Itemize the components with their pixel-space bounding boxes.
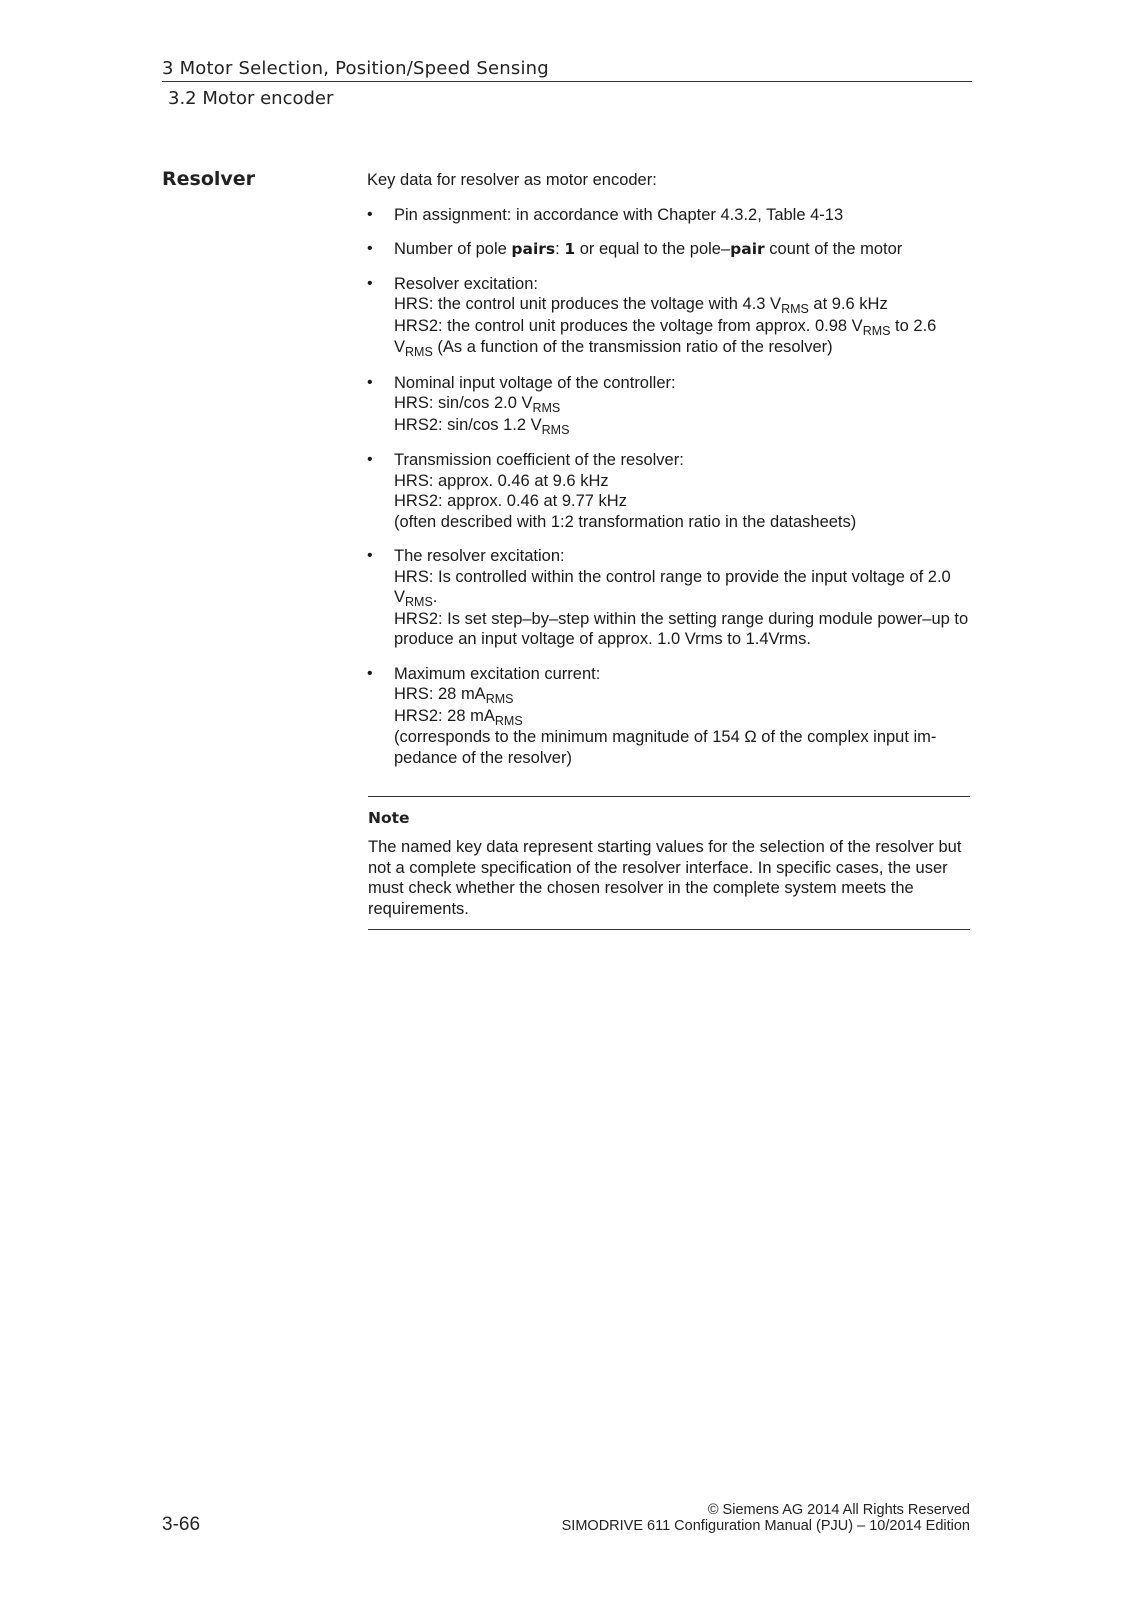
transmission-line-hrs: HRS: approx. 0.46 at 9.6 kHz xyxy=(394,471,609,490)
list-item-transmission-coefficient xyxy=(367,450,973,532)
section-header: 3.2 Motor encoder xyxy=(168,88,334,109)
pole-text-g: count of the motor xyxy=(764,240,903,258)
nominal-line-hrs2 xyxy=(394,415,973,437)
excitation-hrs-text-b: at 9.6 kHz xyxy=(808,295,888,313)
excitation-hrs2-sub: RMS xyxy=(862,323,891,338)
excitation2-v-sub: RMS xyxy=(405,595,433,609)
excitation-line-hrs2 xyxy=(394,316,973,338)
note-box xyxy=(368,796,970,930)
copyright-text: © Siemens AG 2014 All Rights Reserved xyxy=(707,1502,970,1518)
bullet-icon: • xyxy=(367,451,373,468)
key-data-list xyxy=(367,205,973,769)
excitation-hrs-sub: RMS xyxy=(781,302,809,316)
current-hrs2-text: HRS2: 28 mA xyxy=(394,706,495,725)
bullet-icon: • xyxy=(367,547,373,564)
list-item-pole-pairs xyxy=(367,239,973,260)
list-item-excitation-control xyxy=(367,546,973,650)
excitation-l3-text-b: (As a function of the transmission ratio of the resolver) xyxy=(432,338,833,356)
excitation-hrs-text: HRS: the control unit produces the voltage with 4.3 V xyxy=(394,295,782,313)
chapter-header: 3 Motor Selection, Position/Speed Sensing xyxy=(162,58,972,82)
transmission-line-hrs2: HRS2: approx. 0.46 at 9.77 kHz xyxy=(394,492,627,510)
excitation2-title: The resolver excitation: xyxy=(394,547,565,565)
list-item-pin-assignment xyxy=(367,205,973,226)
excitation2-v-period: . xyxy=(432,588,438,606)
nominal-title: Nominal input voltage of the controller: xyxy=(394,373,676,392)
list-item-max-current xyxy=(367,664,973,769)
pole-text-e: or equal to the pole– xyxy=(575,240,731,258)
transmission-line-note: (often described with 1:2 transformation ratio in the datasheets) xyxy=(394,512,857,531)
excitation-hrs2-text: HRS2: the control unit produces the voltage from approx. 0.98 V xyxy=(394,316,863,335)
current-line-hrs2 xyxy=(394,706,973,728)
note-text: The named key data represent starting values for the selection of the resolver but not a complete specification of the resolver interface. In specific cases, the user must check whether the chosen resolver in the complete system meets the requirements. xyxy=(368,838,962,918)
bullet-icon: • xyxy=(367,373,373,391)
pole-text-bold-pair: pair xyxy=(730,240,765,258)
side-label: Resolver xyxy=(162,168,256,190)
main-content xyxy=(367,170,973,782)
nominal-hrs2-text: HRS2: sin/cos 1.2 V xyxy=(394,415,542,434)
list-item-nominal-voltage xyxy=(367,373,973,437)
pin-assignment-text: Pin assignment: in accordance with Chapter 4.3.2, Table 4-13 xyxy=(394,205,844,224)
note-title: Note xyxy=(368,809,410,827)
current-line-note: (corresponds to the minimum magnitude of 154 Ω of the complex input im-pedance of the resolver) xyxy=(394,728,937,767)
excitation-line-3 xyxy=(394,337,973,359)
excitation-l3-text: V xyxy=(394,338,406,356)
excitation2-line-hrs2: HRS2: Is set step–by–step within the setting range during module power–up to produce an input voltage of approx. 1.0 Vrms to 1.4Vrms. xyxy=(394,609,969,648)
nominal-hrs2-sub: RMS xyxy=(541,422,570,437)
excitation2-v-text: V xyxy=(394,588,406,606)
excitation-line-hrs xyxy=(394,294,973,316)
current-title: Maximum excitation current: xyxy=(394,664,601,683)
nominal-hrs-sub: RMS xyxy=(532,401,561,415)
excitation-title: Resolver excitation: xyxy=(394,274,538,293)
nominal-hrs-text: HRS: sin/cos 2.0 V xyxy=(394,394,533,412)
bullet-icon: • xyxy=(367,664,373,682)
page-number: 3-66 xyxy=(162,1514,201,1535)
excitation2-line-vrms xyxy=(394,587,973,609)
excitation-l3-sub: RMS xyxy=(405,345,433,359)
pole-text-bold-one: 1 xyxy=(564,240,576,258)
bullet-icon: • xyxy=(367,205,373,223)
footer-info xyxy=(562,1502,970,1534)
current-hrs2-sub: RMS xyxy=(494,713,523,728)
pole-text-c: : xyxy=(555,240,565,258)
intro-text: Key data for resolver as motor encoder: xyxy=(367,171,657,189)
current-line-hrs xyxy=(394,684,973,706)
edition-text: SIMODRIVE 611 Configuration Manual (PJU) – 10/2014 Edition xyxy=(561,1518,970,1534)
bullet-icon: • xyxy=(367,274,373,292)
list-item-resolver-excitation xyxy=(367,274,973,359)
pole-text-a: Number of pole xyxy=(394,240,512,258)
excitation-hrs2-text-b: to 2.6 xyxy=(890,316,937,335)
pole-text-bold-pairs: pairs xyxy=(511,240,556,258)
current-hrs-sub: RMS xyxy=(485,692,514,706)
current-hrs-text: HRS: 28 mA xyxy=(394,685,486,703)
bullet-icon: • xyxy=(367,240,373,257)
transmission-title: Transmission coefficient of the resolver: xyxy=(394,451,684,469)
nominal-line-hrs xyxy=(394,393,973,415)
excitation2-line-hrs: HRS: Is controlled within the control range to provide the input voltage of 2.0 xyxy=(394,567,951,586)
